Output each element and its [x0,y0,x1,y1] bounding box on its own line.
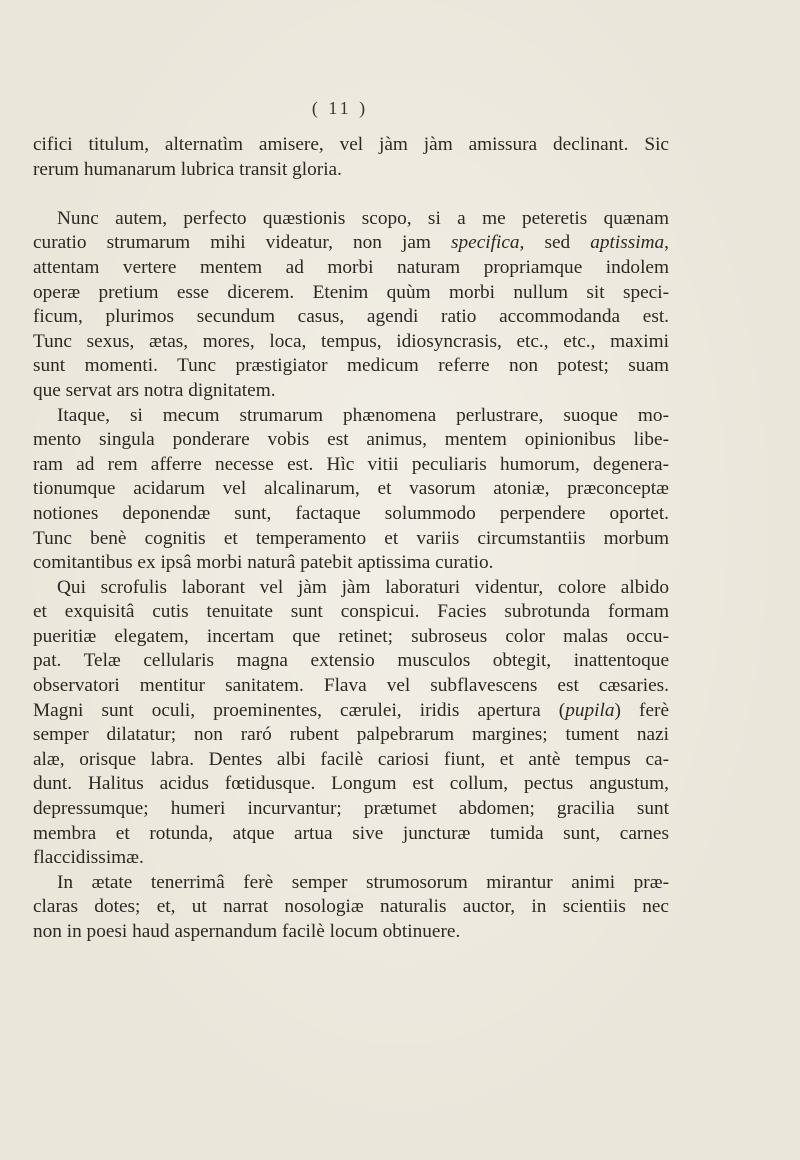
text-segment: , sed [519,232,591,254]
italic-term: pupila [565,699,615,721]
text-line: semper dilatatur; non raró rubent palpebrarum margines; tument nazi [33,724,669,746]
text-line: rerum humanarum lubrica transit gloria. [33,158,342,180]
text-segment: Magni sunt oculi, proeminentes, cærulei, iridis apertura ( [33,699,566,721]
text-segment: ) ferè [614,699,670,721]
text-line: attentam vertere mentem ad morbi naturam propriamque indolem [33,256,669,278]
text-line: tionumque acidarum vel alcalinarum, et vasorum atoniæ, præconceptæ [33,478,669,500]
text-line: mento singula ponderare vobis est animus, mentem opinionibus libe- [33,429,669,451]
text-line: notiones deponendæ sunt, factaque solummodo perpendere oportet. [33,502,669,524]
text-line: non in poesi haud aspernandum facilè locum obtinuere. [33,921,461,942]
text-line: Itaque, si mecum strumarum phænomena perlustrare, suoque mo- [57,404,669,426]
text-line: In ætate tenerrimâ ferè semper strumosorum mirantur animi præ- [57,871,669,893]
text-line: comitantibus ex ipsâ morbi naturâ patebit aptissima curatio. [33,552,494,574]
paragraph-gap [33,182,669,207]
page-number: ( 11 ) [311,98,369,118]
text-line: cifici titulum, alternatìm amisere, vel jàm jàm amissura declinant. Sic [33,134,669,155]
text-line [33,231,669,256]
italic-term: aptissima [590,232,665,254]
text-line: flaccidissimæ. [33,847,144,869]
text-line: claras dotes; et, ut narrat nosologiæ naturalis auctor, in scientiis nec [33,896,669,918]
body-text [33,133,669,945]
text-line: ram ad rem afferre necesse est. Hìc vitii peculiaris humorum, degenera- [33,453,669,475]
text-line: alæ, orisque labra. Dentes albi facilè cariosi fiunt, et antè tempus ca- [33,748,669,770]
text-line: observatori mentitur sanitatem. Flava vel subflavescens est cæsaries. [33,675,669,697]
text-line: Nunc autem, perfecto quæstionis scopo, si a me peteretis quænam [57,207,669,229]
text-line: ficum, plurimos secundum casus, agendi ratio accommodanda est. [33,306,669,328]
text-line: et exquisitâ cutis tenuitate sunt conspicui. Facies subrotunda formam [33,601,669,623]
text-line [33,699,669,724]
text-line: pat. Telæ cellularis magna extensio musculos obtegit, inattentoque [33,650,669,672]
text-segment: , [664,232,669,254]
italic-term: specifica [451,232,520,254]
text-segment: curatio strumarum mihi videatur, non jam [33,232,451,254]
text-line: Tunc sexus, ætas, mores, loca, tempus, idiosyncrasis, etc., etc., maximi [33,330,669,352]
text-line: pueritiæ elegatem, incertam que retinet; subroseus color malas occu- [33,625,669,647]
text-line: que servat ars notra dignitatem. [33,379,276,401]
text-line: Qui scrofulis laborant vel jàm jàm laboraturi videntur, colore albido [57,576,669,598]
text-line: operæ pretium esse dicerem. Etenim quùm morbi nullum sit speci- [33,281,669,303]
text-line: depressumque; humeri incurvantur; prætumet abdomen; gracilia sunt [33,798,669,820]
text-line: membra et rotunda, atque artua sive juncturæ tumida sunt, carnes [33,822,669,844]
text-line: Tunc benè cognitis et temperamento et variis circumstantiis morbum [33,527,669,549]
text-line: sunt momenti. Tunc præstigiator medicum referre non potest; suam [33,355,669,377]
text-line: dunt. Halitus acidus fœtidusque. Longum est collum, pectus angustum, [33,773,669,795]
